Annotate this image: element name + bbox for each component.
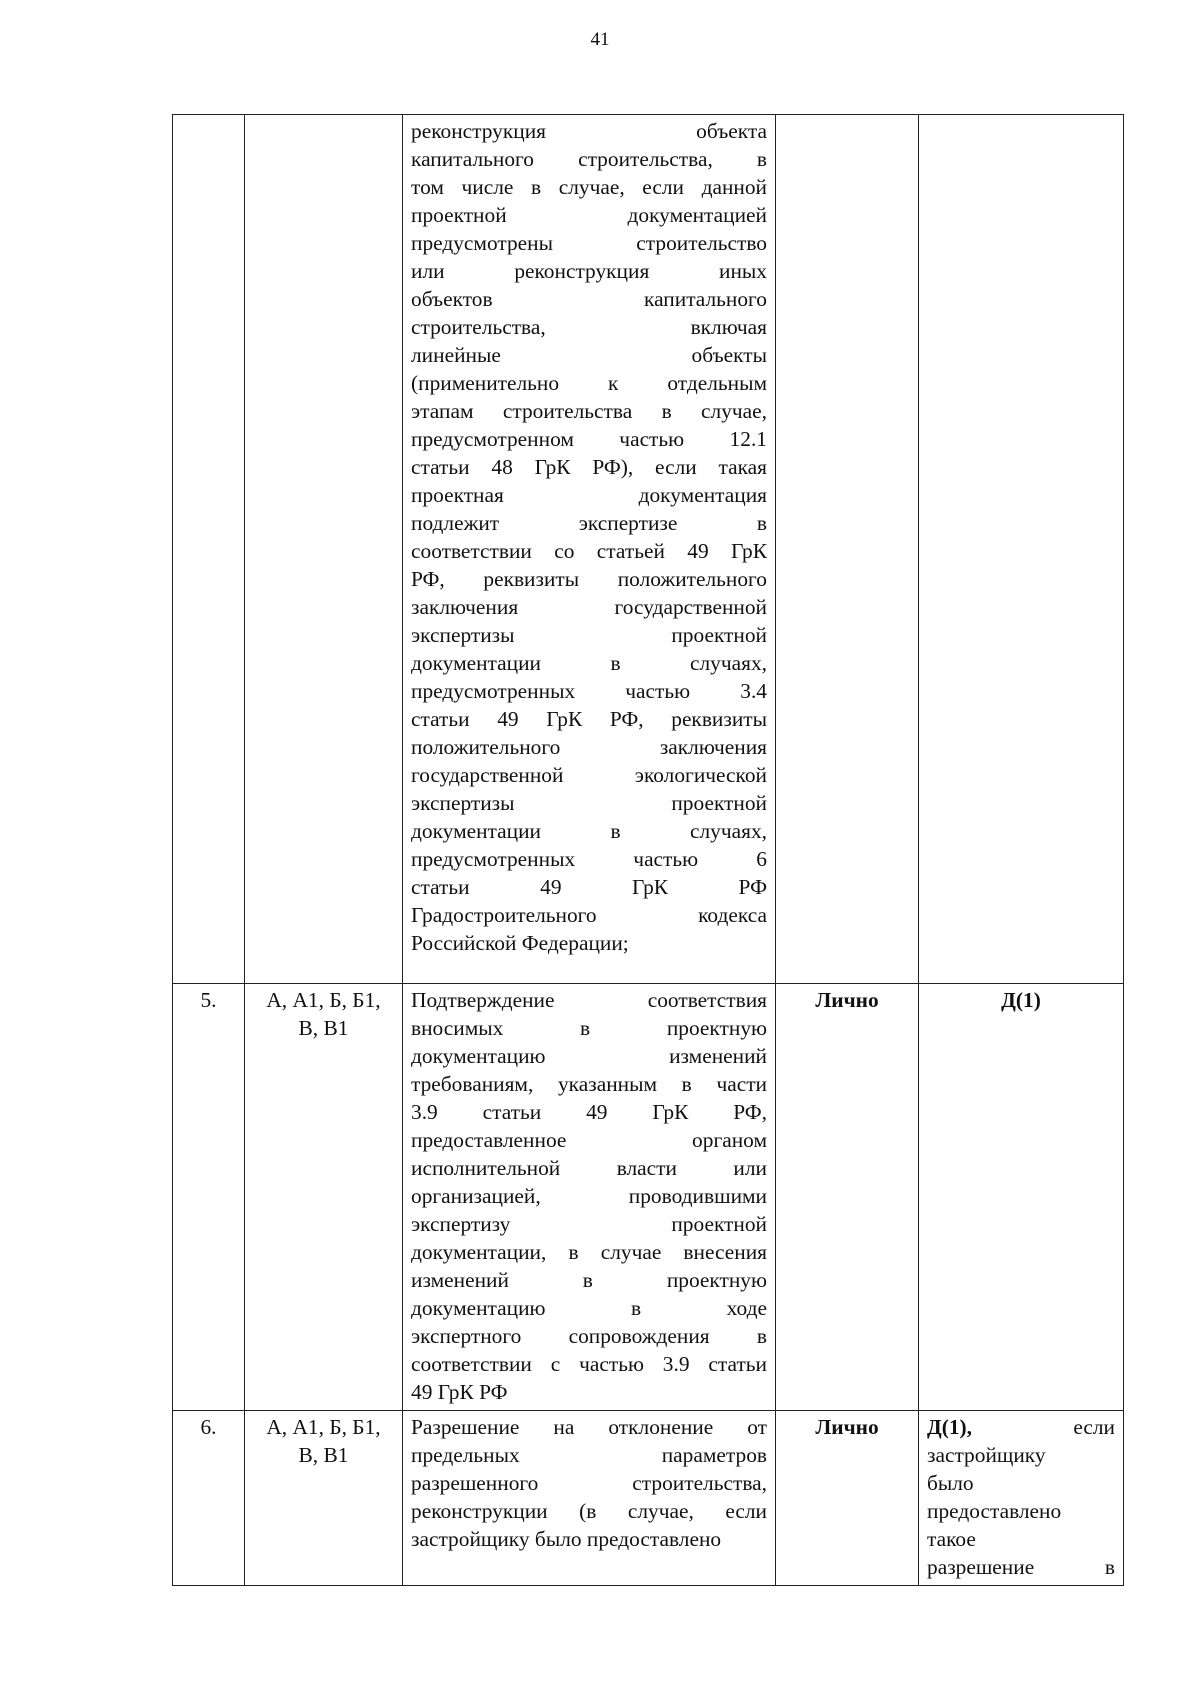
document-line: Российской Федерации; xyxy=(411,931,629,955)
category-line: В, В1 xyxy=(298,1016,349,1040)
document-description-cell xyxy=(403,984,776,1411)
category-line: А, А1, Б, Б1, xyxy=(266,988,381,1012)
condition-line: застройщику xyxy=(927,1443,1046,1467)
row-number-cell xyxy=(173,115,245,984)
submission-method-cell xyxy=(776,115,919,984)
table-row xyxy=(173,115,1124,984)
document-line: заключения государственной xyxy=(411,595,767,619)
document-line: исполнительной власти или xyxy=(411,1156,767,1180)
category-line: В, В1 xyxy=(298,1443,349,1467)
document-line: вносимых в проектную xyxy=(411,1016,767,1040)
category-cell xyxy=(245,115,403,984)
category-cell xyxy=(245,1411,403,1586)
document-line: предоставленное органом xyxy=(411,1128,767,1152)
document-line: предусмотренном частью 12.1 xyxy=(411,427,767,451)
document-description-cell xyxy=(403,115,776,984)
category-cell xyxy=(245,984,403,1411)
page-number: 41 xyxy=(590,29,610,50)
document-line: предусмотрены строительство xyxy=(411,231,767,255)
document-line: соответствии с частью 3.9 статьи xyxy=(411,1352,767,1376)
document-line: документации в случаях, xyxy=(411,819,767,843)
document-line: (применительно к отдельным xyxy=(411,371,767,395)
row-number-cell: 6. xyxy=(173,1411,245,1586)
document-line: положительного заключения xyxy=(411,735,767,759)
document-line: реконструкции (в случае, если xyxy=(411,1499,767,1523)
table-row xyxy=(173,1411,1124,1586)
document-line: разрешенного строительства, xyxy=(411,1471,767,1495)
condition-line xyxy=(927,1413,1115,1441)
document-line: предусмотренных частью 3.4 xyxy=(411,679,767,703)
document-line: реконструкция объекта xyxy=(411,119,767,143)
document-line: предельных параметров xyxy=(411,1443,767,1467)
document-line: Подтверждение соответствия xyxy=(411,988,767,1012)
document-line: статьи 48 ГрК РФ), если такая xyxy=(411,455,767,479)
document-line: документацию в ходе xyxy=(411,1296,767,1320)
document-line: проектной документацией xyxy=(411,203,767,227)
document-line: проектная документация xyxy=(411,483,767,507)
row-number-cell: 5. xyxy=(173,984,245,1411)
documents-table xyxy=(172,114,1124,1586)
document-line: РФ, реквизиты положительного xyxy=(411,567,767,591)
document-line: государственной экологической xyxy=(411,763,767,787)
submission-method-cell: Лично xyxy=(776,984,919,1411)
condition-code: Д(1), xyxy=(927,1415,973,1439)
document-description-cell xyxy=(403,1411,776,1586)
document-line: экспертизы проектной xyxy=(411,623,767,647)
document-line: 3.9 статьи 49 ГрК РФ, xyxy=(411,1100,767,1124)
document-line: линейные объекты xyxy=(411,343,767,367)
condition-line: разрешение в xyxy=(927,1555,1115,1579)
document-line: подлежит экспертизе в xyxy=(411,511,767,535)
document-line: этапам строительства в случае, xyxy=(411,399,767,423)
document-line: предусмотренных частью 6 xyxy=(411,847,767,871)
document-line: экспертизы проектной xyxy=(411,791,767,815)
condition-line: было xyxy=(927,1471,974,1495)
condition-line: предоставлено xyxy=(927,1499,1062,1523)
document-line: статьи 49 ГрК РФ, реквизиты xyxy=(411,707,767,731)
document-line: организацией, проводившими xyxy=(411,1184,767,1208)
document-line: соответствии со статьей 49 ГрК xyxy=(411,539,767,563)
condition-cell xyxy=(919,1411,1124,1586)
condition-cell xyxy=(919,115,1124,984)
table-row xyxy=(173,984,1124,1411)
condition-line: такое xyxy=(927,1527,976,1551)
document-line: объектов капитального xyxy=(411,287,767,311)
document-line: изменений в проектную xyxy=(411,1268,767,1292)
document-line: застройщику было предоставлено xyxy=(411,1527,722,1551)
condition-cell: Д(1) xyxy=(919,984,1124,1411)
document-line: Разрешение на отклонение от xyxy=(411,1415,767,1439)
document-line: строительства, включая xyxy=(411,315,767,339)
category-line: А, А1, Б, Б1, xyxy=(266,1415,381,1439)
document-line: или реконструкция иных xyxy=(411,259,767,283)
document-line: документации в случаях, xyxy=(411,651,767,675)
document-line: статьи 49 ГрК РФ xyxy=(411,875,767,899)
document-line: экспертного сопровождения в xyxy=(411,1324,767,1348)
condition-text: если xyxy=(1073,1415,1115,1439)
document-line: документацию изменений xyxy=(411,1044,767,1068)
document-line: Градостроительного кодекса xyxy=(411,903,767,927)
submission-method-cell: Лично xyxy=(776,1411,919,1586)
document-line: капитального строительства, в xyxy=(411,147,767,171)
document-line: документации, в случае внесения xyxy=(411,1240,767,1264)
document-line: экспертизу проектной xyxy=(411,1212,767,1236)
document-line: 49 ГрК РФ xyxy=(411,1380,508,1404)
document-line: том числе в случае, если данной xyxy=(411,175,767,199)
document-line: требованиям, указанным в части xyxy=(411,1072,767,1096)
